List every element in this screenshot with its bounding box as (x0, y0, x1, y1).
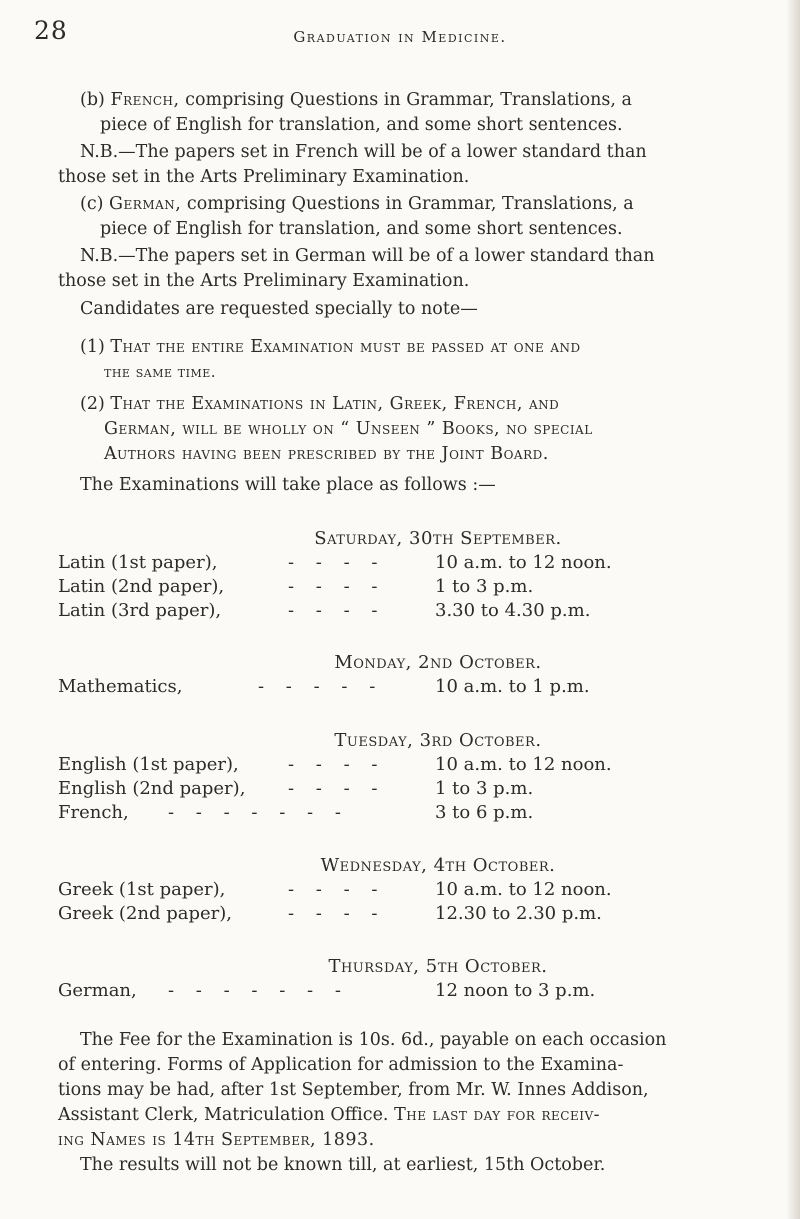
schedule-row (58, 877, 800, 902)
fee-line2: of entering. Forms of Application for admission to the Examina- (58, 1055, 624, 1075)
nb-german (58, 244, 770, 294)
schedule-row (58, 752, 800, 777)
schedule-leader: - - - - - (258, 676, 384, 697)
note-2-number: (2) (80, 394, 105, 414)
schedule-row (58, 574, 800, 599)
day-heading: Thursday, 5th October. (328, 956, 548, 977)
item-c-german (58, 192, 770, 242)
note-2-line3: Authors having been prescribed by the Joint Board. (104, 444, 549, 464)
schedule-time: 12.30 to 2.30 p.m. (435, 903, 602, 924)
running-head: Graduation in Medicine. (293, 28, 507, 46)
nb-french-line2: those set in the Arts Preliminary Examination. (58, 167, 470, 187)
nb-german-line2: those set in the Arts Preliminary Examination. (58, 271, 470, 291)
fee-paragraph (58, 1028, 770, 1178)
day-heading: Monday, 2nd October. (334, 652, 542, 673)
schedule-time: 1 to 3 p.m. (435, 576, 534, 597)
schedule-leader: - - - - (288, 576, 386, 597)
schedule-time: 10 a.m. to 12 noon. (435, 754, 612, 775)
schedule-time: 3.30 to 4.30 p.m. (435, 600, 591, 621)
schedule-subject: French, (58, 802, 129, 823)
schedule-row (58, 598, 800, 623)
item-b-text-line1: comprising Questions in Grammar, Translations, a (179, 90, 632, 110)
note-1-line2: the same time. (104, 363, 217, 381)
fee-line5: ing Names is 14th September, 1893. (58, 1130, 375, 1150)
schedule-intro: The Examinations will take place as follows :— (80, 475, 496, 495)
note-1 (58, 335, 770, 385)
note-2-line2: German, will be wholly on “ Unseen ” Books, no special (104, 419, 593, 439)
schedule-subject: Mathematics, (58, 676, 183, 697)
schedule-subject: Latin (1st paper), (58, 552, 218, 573)
schedule-leader: - - - - (288, 600, 386, 621)
schedule-time: 10 a.m. to 12 noon. (435, 879, 612, 900)
day-heading: Wednesday, 4th October. (320, 855, 556, 876)
schedule-row (58, 901, 800, 926)
note-2 (58, 392, 770, 467)
day-heading: Tuesday, 3rd October. (334, 730, 542, 751)
schedule-leader: - - - - (288, 778, 386, 799)
schedule-subject: English (2nd paper), (58, 778, 246, 799)
schedule-time: 12 noon to 3 p.m. (435, 980, 596, 1001)
schedule-leader: - - - - (288, 903, 386, 924)
page-number: 28 (34, 16, 68, 45)
note-intro: Candidates are requested specially to note— (80, 299, 478, 319)
item-c-label: (c) (80, 194, 104, 214)
schedule-row (58, 776, 800, 801)
fee-line4a: Assistant Clerk, Matriculation Office. (58, 1105, 395, 1125)
day-heading: Saturday, 30th September. (314, 528, 562, 549)
note-1-line1: That the entire Examination must be passed at one and (110, 337, 581, 357)
schedule-subject: Greek (2nd paper), (58, 903, 233, 924)
schedule-leader: - - - - - - - (168, 980, 349, 1001)
schedule-time: 10 a.m. to 1 p.m. (435, 676, 590, 697)
schedule-subject: Latin (3rd paper), (58, 600, 222, 621)
fee-line4b: The last day for receiv- (394, 1105, 601, 1125)
page-edge-shadow (786, 0, 800, 1219)
schedule-subject: English (1st paper), (58, 754, 239, 775)
fee-line3: tions may be had, after 1st September, from Mr. W. Innes Addison, (58, 1080, 649, 1100)
item-c-text-line1: comprising Questions in Grammar, Translations, a (181, 194, 634, 214)
fee-line1: The Fee for the Examination is 10s. 6d., payable on each occasion (80, 1030, 667, 1050)
schedule-row (58, 800, 800, 825)
item-b-language: French, (110, 90, 180, 110)
nb-french-line1: N.B.—The papers set in French will be of a lower standard than (80, 142, 647, 162)
schedule-subject: German, (58, 980, 137, 1001)
nb-french (58, 140, 770, 190)
schedule-row (58, 674, 800, 699)
schedule-leader: - - - - (288, 754, 386, 775)
schedule-leader: - - - - (288, 552, 386, 573)
schedule-leader: - - - - - - - (168, 802, 349, 823)
fee-line6: The results will not be known till, at earliest, 15th October. (80, 1155, 606, 1175)
schedule-leader: - - - - (288, 879, 386, 900)
note-2-line1: That the Examinations in Latin, Greek, French, and (110, 394, 560, 414)
item-b-text-line2: piece of English for translation, and some short sentences. (100, 115, 623, 135)
schedule-time: 10 a.m. to 12 noon. (435, 552, 612, 573)
item-b-french (58, 88, 770, 138)
item-c-language: German, (109, 194, 182, 214)
item-c-text-line2: piece of English for translation, and some short sentences. (100, 219, 623, 239)
schedule-time: 1 to 3 p.m. (435, 778, 534, 799)
schedule-subject: Greek (1st paper), (58, 879, 226, 900)
schedule-subject: Latin (2nd paper), (58, 576, 225, 597)
nb-german-line1: N.B.—The papers set in German will be of a lower standard than (80, 246, 655, 266)
note-1-number: (1) (80, 337, 105, 357)
schedule-row (58, 550, 800, 575)
schedule-time: 3 to 6 p.m. (435, 802, 534, 823)
item-b-label: (b) (80, 90, 105, 110)
schedule-row (58, 978, 800, 1003)
